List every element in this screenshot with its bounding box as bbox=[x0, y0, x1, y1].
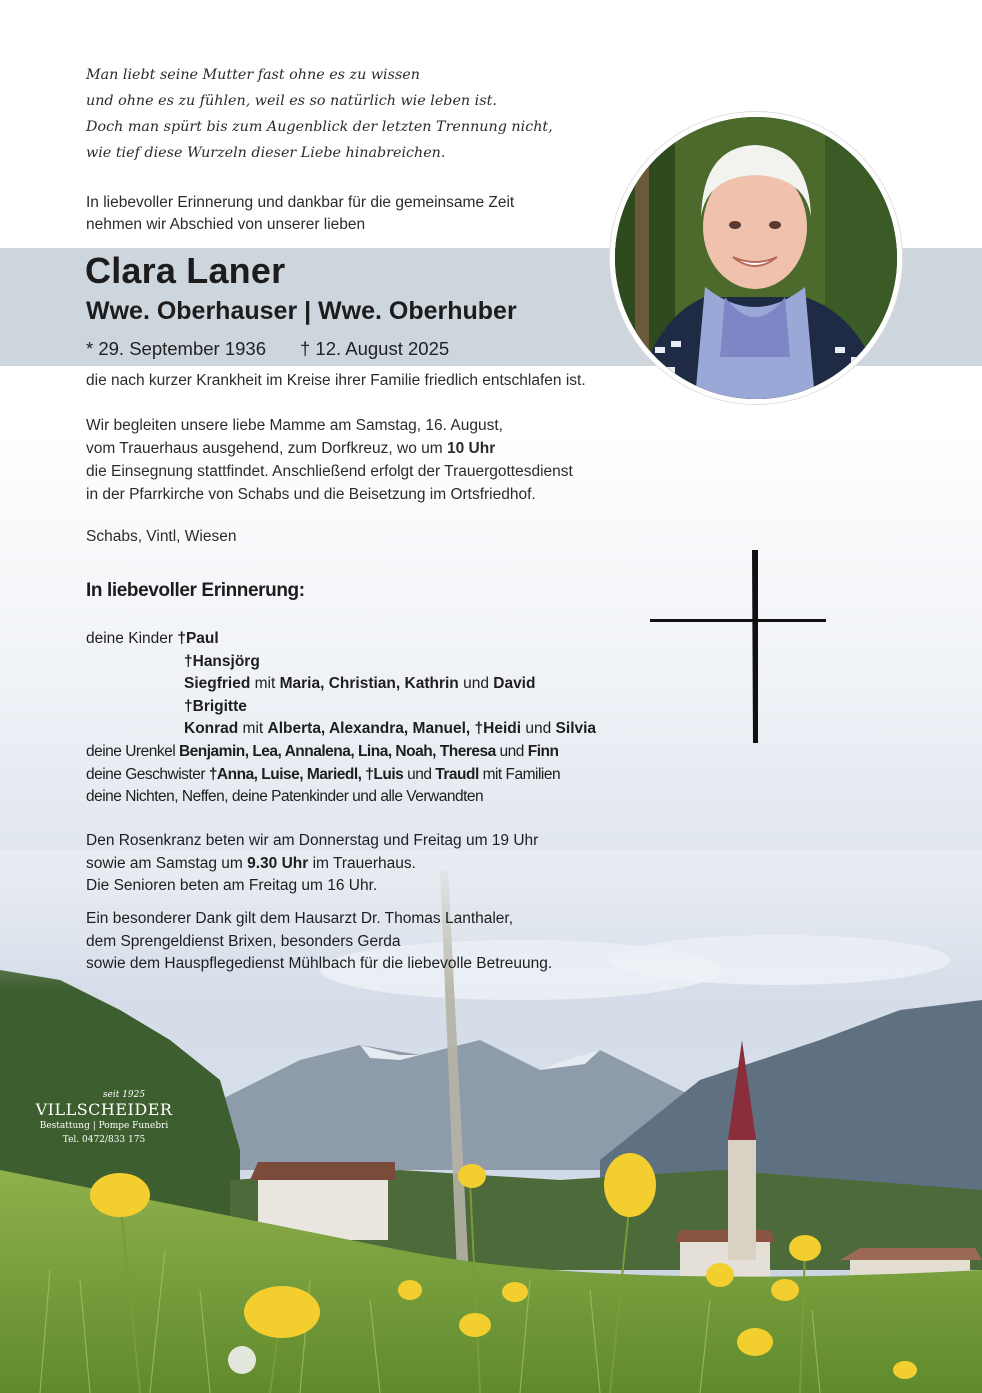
birth-date: * 29. September 1936 bbox=[86, 338, 266, 359]
quote-line: Doch man spürt bis zum Augenblick der letzten Trennung nicht, bbox=[86, 119, 553, 135]
family-row: †Brigitte bbox=[184, 697, 247, 715]
logo-brand: VILLSCHEIDER bbox=[35, 1100, 173, 1119]
death-date: † 12. August 2025 bbox=[300, 338, 450, 359]
church-tower bbox=[728, 1140, 756, 1260]
places: Schabs, Vintl, Wiesen bbox=[86, 528, 237, 545]
portrait-photo bbox=[610, 112, 902, 404]
rosary-text bbox=[86, 830, 538, 898]
ceremony-line: vom Trauerhaus ausgehend, zum Dorfkreuz, wo um 10 Uhr bbox=[86, 440, 496, 457]
rosary-line: Den Rosenkranz beten wir am Donnerstag und Freitag um 19 Uhr bbox=[86, 832, 539, 849]
family-row: deine Kinder †Paul bbox=[86, 630, 219, 647]
logo-phone: Tel. 0472/833 175 bbox=[62, 1135, 146, 1145]
widow-names: Wwe. Oberhauser | Wwe. Oberhuber bbox=[86, 297, 517, 325]
family-row: deine Nichten, Neffen, deine Patenkinder und alle Verwandten bbox=[86, 788, 484, 806]
quote-line: und ohne es zu fühlen, weil es so natürlich wie leben ist. bbox=[86, 93, 497, 109]
thanks-line: Ein besonderer Dank gilt dem Hausarzt Dr. Thomas Lanthaler, bbox=[86, 910, 514, 927]
ceremony-line: in der Pfarrkirche von Schabs und die Beisetzung im Ortsfriedhof. bbox=[86, 486, 536, 503]
logo-subtitle: Bestattung | Pompe Funebri bbox=[39, 1121, 169, 1131]
passed-text: die nach kurzer Krankheit im Kreise ihrer Familie friedlich entschlafen ist. bbox=[86, 372, 586, 389]
memorial-quote bbox=[86, 62, 553, 166]
family-row: †Hansjörg bbox=[184, 652, 260, 670]
family-row: Siegfried mit Maria, Christian, Kathrin und David bbox=[184, 675, 536, 693]
family-row: Konrad mit Alberta, Alexandra, Manuel, †Heidi und Silvia bbox=[184, 720, 597, 738]
dandelion bbox=[228, 1346, 256, 1374]
memorial-heading: In liebevoller Erinnerung: bbox=[86, 580, 305, 601]
thanks-line: sowie dem Hauspflegedienst Mühlbach für die liebevolle Betreuung. bbox=[86, 955, 553, 973]
ceremony-time: 10 Uhr bbox=[446, 440, 496, 457]
deceased-name: Clara Laner bbox=[85, 250, 286, 291]
rosary-line: Die Senioren beten am Freitag um 16 Uhr. bbox=[86, 877, 378, 895]
quote-line: wie tief diese Wurzeln dieser Liebe hinabreichen. bbox=[86, 145, 446, 161]
logo-since: seit 1925 bbox=[102, 1090, 146, 1100]
family-list bbox=[86, 628, 596, 809]
house-roof bbox=[675, 1230, 775, 1242]
house-roof bbox=[250, 1162, 395, 1180]
rosary-time: 9.30 Uhr bbox=[247, 854, 309, 872]
intro-line: nehmen wir Abschied von unserer lieben bbox=[86, 216, 366, 233]
ceremony-line: Wir begleiten unsere liebe Mamme am Samstag, 16. August, bbox=[86, 417, 503, 434]
intro-line: In liebevoller Erinnerung und dankbar für die gemeinsame Zeit bbox=[86, 194, 515, 211]
family-row: deine Urenkel Benjamin, Lea, Annalena, Lina, Noah, Theresa und Finn bbox=[86, 742, 559, 760]
thanks-line: dem Sprengeldienst Brixen, besonders Gerda bbox=[86, 932, 401, 950]
quote-line: Man liebt seine Mutter fast ohne es zu wissen bbox=[86, 67, 420, 83]
ceremony-text bbox=[86, 414, 573, 506]
rosary-line: sowie am Samstag um 9.30 Uhr im Trauerhaus. bbox=[86, 854, 416, 872]
thanks-text bbox=[86, 908, 552, 976]
family-row: deine Geschwister †Anna, Luise, Mariedl, †Luis und Traudl mit Familien bbox=[86, 765, 561, 783]
intro-text bbox=[86, 192, 514, 236]
funeral-home-logo bbox=[34, 1090, 174, 1145]
house-roof bbox=[840, 1248, 982, 1260]
ceremony-line: die Einsegnung stattfindet. Anschließend erfolgt der Trauergottesdienst bbox=[86, 463, 573, 480]
cross-icon bbox=[648, 548, 828, 743]
portrait-illustration bbox=[615, 117, 897, 399]
life-dates bbox=[86, 338, 483, 360]
